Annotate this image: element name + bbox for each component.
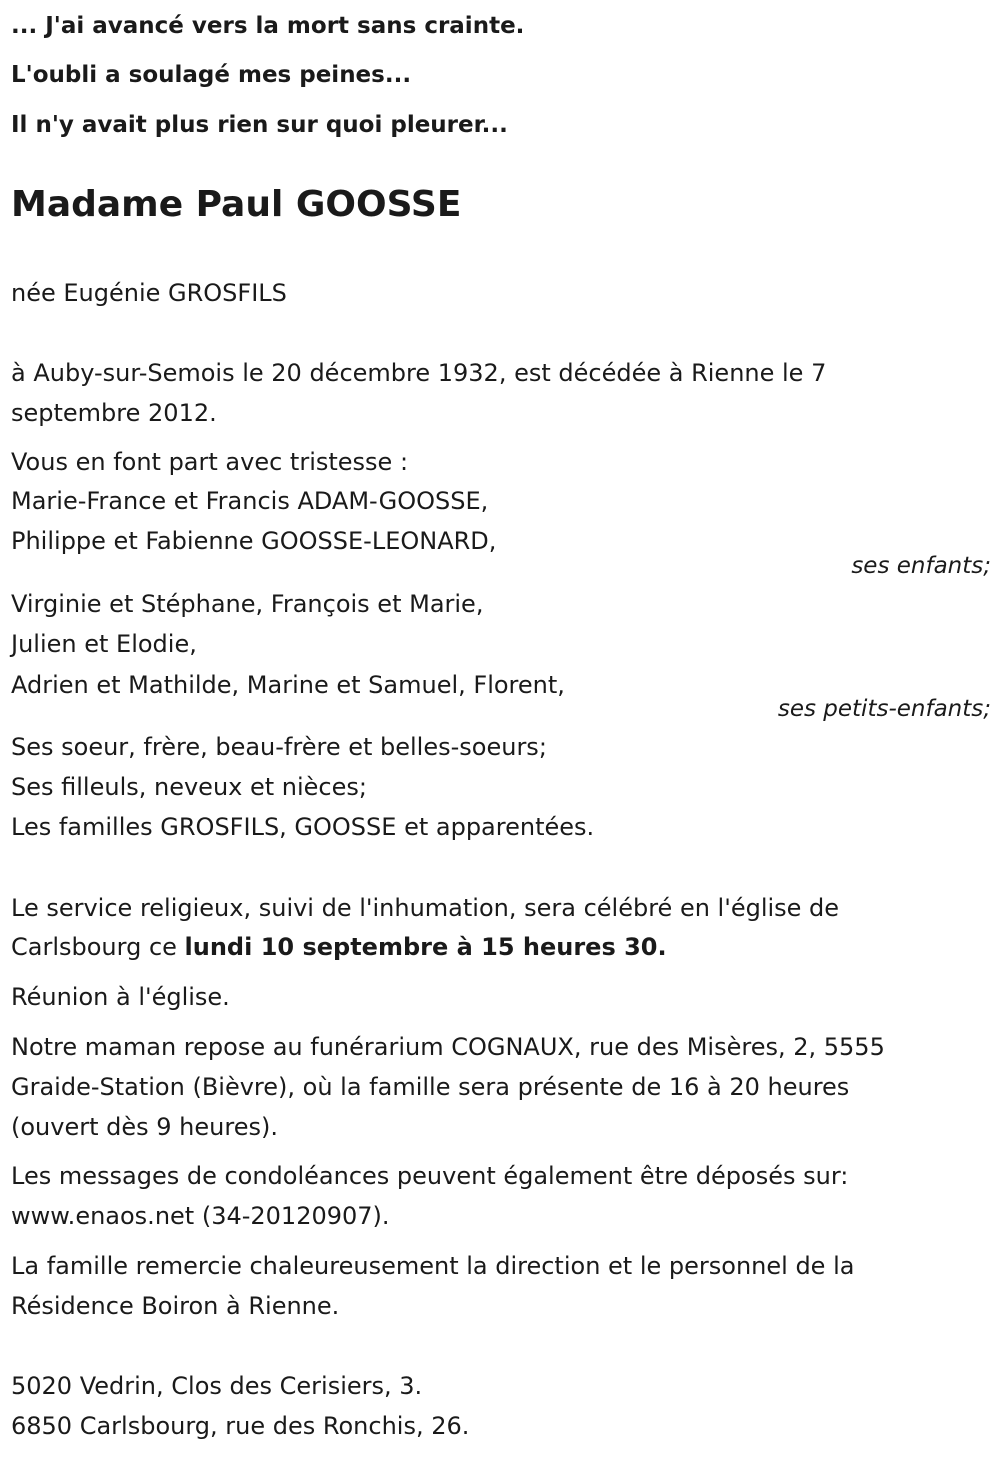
other-family-2: Ses filleuls, neveux et nièces; xyxy=(11,773,367,801)
deceased-name: Madame Paul GOOSSE xyxy=(11,184,462,225)
children-label: ses enfants; xyxy=(851,553,991,579)
verse-line-3: Il n'y avait plus rien sur quoi pleurer... xyxy=(11,112,508,138)
birth-death-line-2: septembre 2012. xyxy=(11,399,217,427)
service-line-1: Le service religieux, suivi de l'inhumation, sera célébré en l'église de xyxy=(11,894,840,922)
condolences-line-1: Les messages de condoléances peuvent également être déposés sur: xyxy=(11,1162,849,1190)
address-1: 5020 Vedrin, Clos des Cerisiers, 3. xyxy=(11,1372,423,1400)
child-1: Marie-France et Francis ADAM-GOOSSE, xyxy=(11,487,489,515)
service-line-2-prefix: Carlsbourg ce xyxy=(11,933,185,961)
verse-line-2: L'oubli a soulagé mes peines... xyxy=(11,62,412,88)
funeral-home-line-3: (ouvert dès 9 heures). xyxy=(11,1113,278,1141)
service-date-time: lundi 10 septembre à 15 heures 30. xyxy=(184,933,667,961)
thanks-line-2: Résidence Boiron à Rienne. xyxy=(11,1292,340,1320)
funeral-home-line-1: Notre maman repose au funérarium COGNAUX, rue des Misères, 2, 5555 xyxy=(11,1033,885,1061)
family-intro: Vous en font part avec tristesse : xyxy=(11,448,409,476)
address-2: 6850 Carlsbourg, rue des Ronchis, 26. xyxy=(11,1412,470,1440)
grandchild-2: Julien et Elodie, xyxy=(11,630,197,658)
funeral-home-line-2: Graide-Station (Bièvre), où la famille sera présente de 16 à 20 heures xyxy=(11,1073,850,1101)
grandchild-3: Adrien et Mathilde, Marine et Samuel, Florent, xyxy=(11,671,565,699)
thanks-line-1: La famille remercie chaleureusement la direction et le personnel de la xyxy=(11,1252,855,1280)
condolences-line-2: www.enaos.net (34-20120907). xyxy=(11,1202,390,1230)
grandchild-1: Virginie et Stéphane, François et Marie, xyxy=(11,590,484,618)
meeting-place: Réunion à l'église. xyxy=(11,983,230,1011)
service-line-2 xyxy=(11,927,667,967)
birth-death-line-1: à Auby-sur-Semois le 20 décembre 1932, est décédée à Rienne le 7 xyxy=(11,359,827,387)
child-2: Philippe et Fabienne GOOSSE-LEONARD, xyxy=(11,527,497,555)
maiden-name: née Eugénie GROSFILS xyxy=(11,279,287,307)
other-family-3: Les familles GROSFILS, GOOSSE et apparentées. xyxy=(11,813,595,841)
verse-line-1: ... J'ai avancé vers la mort sans crainte. xyxy=(11,13,525,39)
other-family-1: Ses soeur, frère, beau-frère et belles-soeurs; xyxy=(11,733,547,761)
grandchildren-label: ses petits-enfants; xyxy=(777,696,991,722)
